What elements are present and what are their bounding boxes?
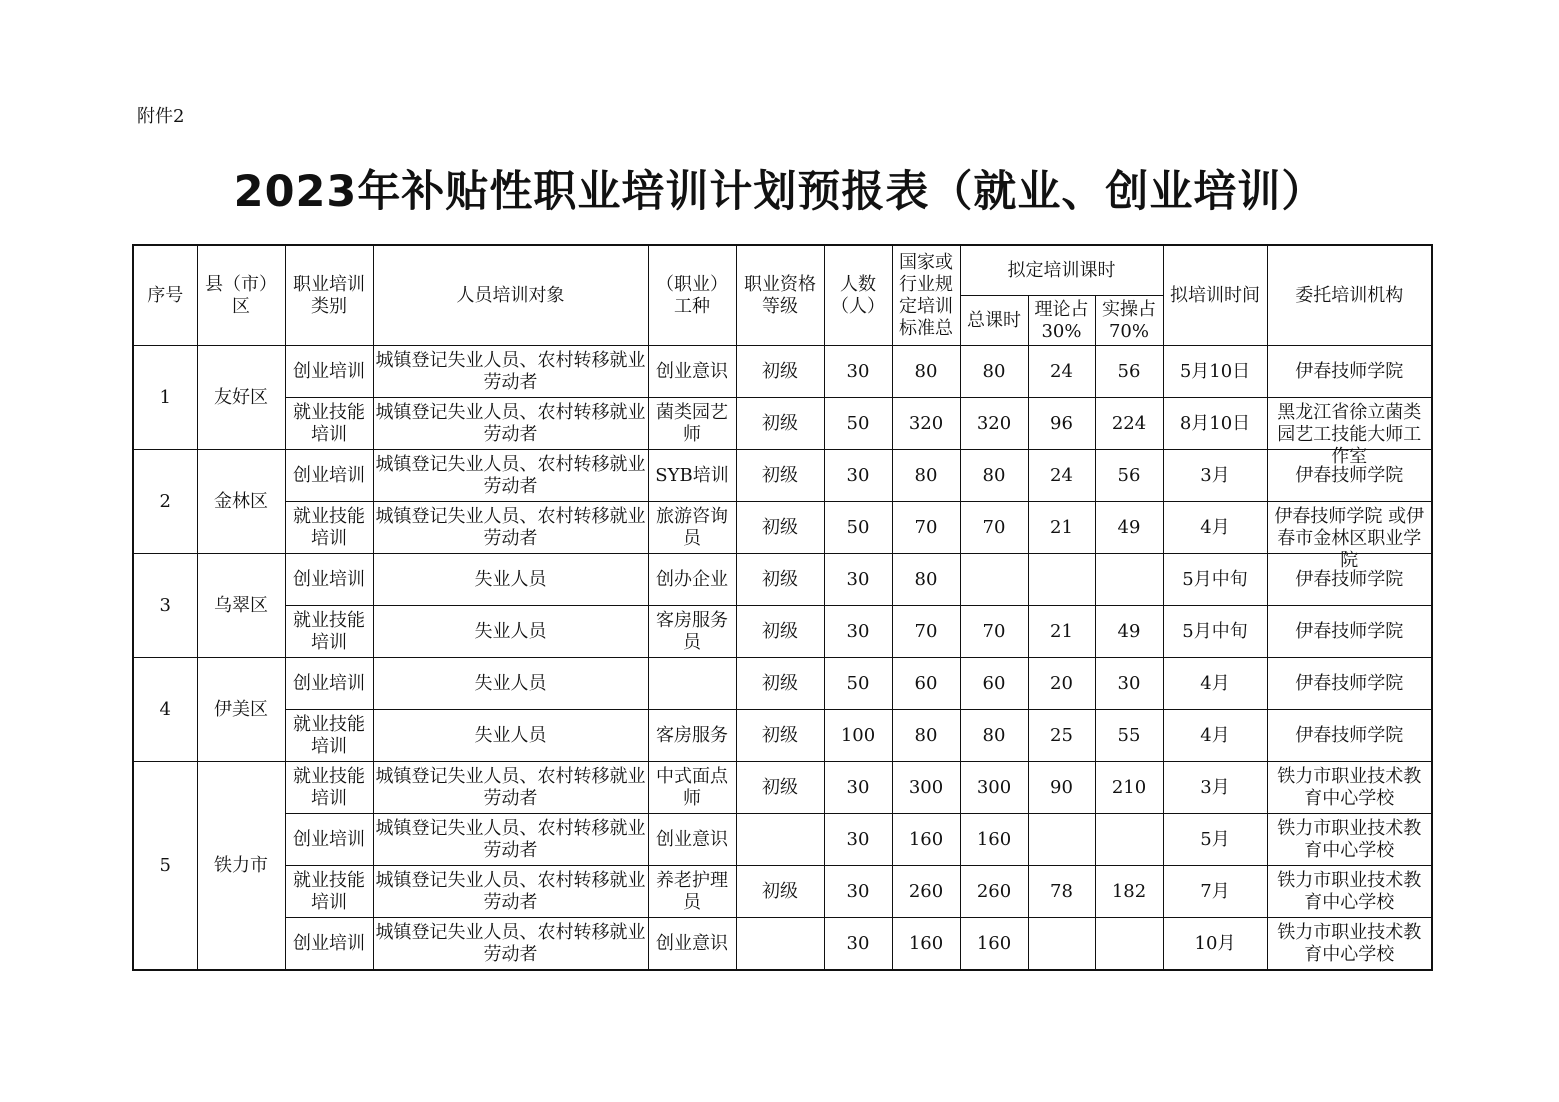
- header-target: 人员培训对象: [373, 245, 648, 346]
- category-cell-text: 就业技能培训: [293, 505, 365, 549]
- time-cell-text: 8月10日: [1179, 412, 1251, 434]
- practice-cell: [1095, 918, 1163, 971]
- institution-cell-text: 铁力市职业技术教育中心学校: [1277, 921, 1422, 965]
- target-cell-text: 城镇登记失业人员、农村转移就业劳动者: [375, 349, 646, 393]
- occupation-cell: [648, 346, 736, 398]
- target-cell-text: 城镇登记失业人员、农村转移就业劳动者: [375, 765, 646, 809]
- practice-cell: [1095, 346, 1163, 398]
- target-cell-text: 城镇登记失业人员、农村转移就业劳动者: [375, 505, 646, 549]
- header-people: 人数（人）: [824, 245, 892, 346]
- target-cell: [373, 606, 648, 658]
- table-row: [133, 710, 1432, 762]
- occupation-cell: [648, 502, 736, 554]
- target-cell: [373, 346, 648, 398]
- institution-cell-text: 伊春技师学院: [1295, 672, 1404, 694]
- time-cell-text: 5月: [1200, 828, 1230, 850]
- level-cell: [736, 814, 824, 866]
- practice-cell-text: 224: [1111, 412, 1147, 434]
- theory-cell-text: 21: [1050, 516, 1073, 538]
- target-cell-text: 城镇登记失业人员、农村转移就业劳动者: [375, 817, 646, 861]
- practice-cell: [1095, 450, 1163, 502]
- level-cell-text: 初级: [762, 776, 798, 798]
- standard-cell: [892, 554, 960, 606]
- total-hours-cell-text: 70: [982, 516, 1006, 538]
- occupation-cell: [648, 918, 736, 971]
- target-cell: [373, 450, 648, 502]
- total-hours-cell: [960, 502, 1028, 554]
- institution-cell-text: 伊春技师学院 或伊春市金林区职业学院: [1274, 505, 1425, 571]
- institution-cell-text: 铁力市职业技术教育中心学校: [1277, 869, 1422, 913]
- header-planned-hours: 拟定培训课时: [960, 245, 1163, 296]
- level-cell: [736, 762, 824, 814]
- standard-cell-text: 80: [914, 360, 938, 382]
- standard-cell: [892, 866, 960, 918]
- occupation-cell-text: 客房服务: [656, 724, 728, 746]
- institution-cell-text: 铁力市职业技术教育中心学校: [1277, 765, 1422, 809]
- practice-cell: [1095, 554, 1163, 606]
- level-cell: [736, 710, 824, 762]
- county-cell: 金林区: [197, 450, 285, 554]
- target-cell: [373, 814, 648, 866]
- level-cell-text: 初级: [762, 620, 798, 642]
- time-cell: [1163, 450, 1267, 502]
- theory-cell: [1028, 502, 1095, 554]
- theory-cell: [1028, 762, 1095, 814]
- total-hours-cell-text: 160: [976, 828, 1012, 850]
- category-cell-text: 创业培训: [293, 672, 365, 694]
- practice-cell: [1095, 762, 1163, 814]
- time-cell-text: 4月: [1200, 672, 1230, 694]
- theory-cell: [1028, 606, 1095, 658]
- practice-cell: [1095, 398, 1163, 450]
- seq-cell: 1: [133, 346, 197, 450]
- total-hours-cell-text: 70: [982, 620, 1006, 642]
- seq-cell: 5: [133, 762, 197, 971]
- category-cell: [285, 346, 373, 398]
- table-row: [133, 398, 1432, 450]
- occupation-cell: [648, 814, 736, 866]
- category-cell-text: 就业技能培训: [293, 713, 365, 757]
- people-cell-text: 30: [846, 568, 870, 590]
- institution-cell: [1267, 658, 1432, 710]
- occupation-cell: [648, 554, 736, 606]
- people-cell-text: 50: [846, 412, 870, 434]
- target-cell: [373, 918, 648, 971]
- time-cell: [1163, 866, 1267, 918]
- institution-cell: [1267, 398, 1432, 467]
- standard-cell-text: 260: [908, 880, 944, 902]
- level-cell-text: 初级: [762, 568, 798, 590]
- level-cell-text: 初级: [762, 360, 798, 382]
- category-cell-text: 创业培训: [293, 828, 365, 850]
- occupation-cell: [648, 710, 736, 762]
- institution-cell-text: 伊春技师学院: [1295, 620, 1404, 642]
- time-cell: [1163, 762, 1267, 814]
- total-hours-cell-text: 260: [976, 880, 1012, 902]
- total-hours-cell: [960, 918, 1028, 971]
- total-hours-cell: [960, 398, 1028, 450]
- level-cell: [736, 606, 824, 658]
- header-county: 县（市）区: [197, 245, 285, 346]
- time-cell: [1163, 918, 1267, 971]
- time-cell: [1163, 658, 1267, 710]
- category-cell-text: 创业培训: [293, 464, 365, 486]
- institution-cell-text: 黑龙江省徐立菌类园艺工技能大师工作室: [1277, 401, 1422, 467]
- category-cell: [285, 450, 373, 502]
- category-cell: [285, 762, 373, 814]
- level-cell: [736, 450, 824, 502]
- category-cell: [285, 554, 373, 606]
- header-occupation: （职业）工种: [648, 245, 736, 346]
- practice-cell-text: 49: [1117, 516, 1141, 538]
- category-cell-text: 创业培训: [293, 568, 365, 590]
- seq-cell: 4: [133, 658, 197, 762]
- seq-cell: 3: [133, 554, 197, 658]
- level-cell-text: 初级: [762, 880, 798, 902]
- occupation-cell: [648, 606, 736, 658]
- people-cell: [824, 762, 892, 814]
- time-cell-text: 4月: [1200, 516, 1230, 538]
- time-cell-text: 3月: [1200, 776, 1230, 798]
- total-hours-cell: [960, 814, 1028, 866]
- theory-cell: [1028, 450, 1095, 502]
- table-row: [133, 918, 1432, 971]
- time-cell-text: 5月中旬: [1182, 568, 1248, 590]
- header-category: 职业培训类别: [285, 245, 373, 346]
- occupation-cell: [648, 398, 736, 450]
- people-cell-text: 50: [846, 672, 870, 694]
- table-row: [133, 762, 1432, 814]
- institution-cell: [1267, 346, 1432, 398]
- standard-cell-text: 300: [908, 776, 944, 798]
- standard-cell: [892, 606, 960, 658]
- people-cell-text: 100: [840, 724, 876, 746]
- occupation-cell: [648, 866, 736, 918]
- theory-cell: [1028, 554, 1095, 606]
- table-row: [133, 450, 1432, 502]
- header-total-hours: 总课时: [960, 296, 1028, 346]
- total-hours-cell-text: 300: [976, 776, 1012, 798]
- total-hours-cell-text: 320: [976, 412, 1012, 434]
- header-time: 拟培训时间: [1163, 245, 1267, 346]
- level-cell-text: 初级: [762, 412, 798, 434]
- level-cell-text: 初级: [762, 516, 798, 538]
- county-cell: 乌翠区: [197, 554, 285, 658]
- occupation-cell: [648, 762, 736, 814]
- practice-cell: [1095, 502, 1163, 554]
- header-practice: 实操占70%: [1095, 296, 1163, 346]
- time-cell-text: 4月: [1200, 724, 1230, 746]
- table-row: [133, 554, 1432, 606]
- occupation-cell-text: SYB培训: [655, 464, 729, 486]
- header-seq: 序号: [133, 245, 197, 346]
- theory-cell-text: 24: [1050, 360, 1073, 382]
- table-row: [133, 346, 1432, 398]
- practice-cell-text: 56: [1117, 464, 1141, 486]
- people-cell: [824, 710, 892, 762]
- total-hours-cell: [960, 866, 1028, 918]
- practice-cell-text: 49: [1117, 620, 1141, 642]
- occupation-cell-text: 创办企业: [656, 568, 728, 590]
- category-cell: [285, 398, 373, 450]
- header-theory: 理论占30%: [1028, 296, 1095, 346]
- page-title: 2023年补贴性职业培训计划预报表（就业、创业培训）: [233, 167, 1326, 217]
- people-cell-text: 30: [846, 464, 870, 486]
- standard-cell: [892, 710, 960, 762]
- people-cell: [824, 450, 892, 502]
- institution-cell: [1267, 502, 1432, 571]
- time-cell-text: 5月中旬: [1182, 620, 1248, 642]
- time-cell: [1163, 606, 1267, 658]
- institution-cell: [1267, 710, 1432, 762]
- category-cell-text: 就业技能培训: [293, 609, 365, 653]
- header-institution: 委托培训机构: [1267, 245, 1432, 346]
- total-hours-cell: [960, 710, 1028, 762]
- occupation-cell-text: 创业意识: [656, 932, 728, 954]
- theory-cell-text: 96: [1050, 412, 1073, 434]
- level-cell: [736, 658, 824, 710]
- people-cell: [824, 866, 892, 918]
- institution-cell-text: 铁力市职业技术教育中心学校: [1277, 817, 1422, 861]
- theory-cell: [1028, 398, 1095, 450]
- target-cell: [373, 866, 648, 918]
- standard-cell-text: 70: [914, 620, 938, 642]
- training-plan-table: [132, 244, 1433, 971]
- practice-cell-text: 210: [1111, 776, 1147, 798]
- occupation-cell-text: 旅游咨询员: [656, 505, 728, 549]
- category-cell: [285, 658, 373, 710]
- total-hours-cell: [960, 346, 1028, 398]
- level-cell-text: 初级: [762, 464, 798, 486]
- table-row: [133, 502, 1432, 554]
- people-cell: [824, 502, 892, 554]
- total-hours-cell-text: 60: [982, 672, 1006, 694]
- theory-cell-text: 21: [1050, 620, 1073, 642]
- institution-cell-text: 伊春技师学院: [1295, 724, 1404, 746]
- level-cell-text: 初级: [762, 724, 798, 746]
- total-hours-cell-text: 160: [976, 932, 1012, 954]
- category-cell: [285, 866, 373, 918]
- target-cell: [373, 710, 648, 762]
- table-row: [133, 606, 1432, 658]
- practice-cell-text: 182: [1111, 880, 1147, 902]
- practice-cell: [1095, 814, 1163, 866]
- standard-cell: [892, 346, 960, 398]
- time-cell-text: 3月: [1200, 464, 1230, 486]
- target-cell-text: 失业人员: [474, 620, 547, 642]
- county-cell: 伊美区: [197, 658, 285, 762]
- standard-cell: [892, 502, 960, 554]
- theory-cell-text: 20: [1050, 672, 1073, 694]
- category-cell-text: 创业培训: [293, 932, 365, 954]
- occupation-cell: [648, 658, 736, 710]
- table-row: [133, 814, 1432, 866]
- time-cell-text: 7月: [1200, 880, 1230, 902]
- target-cell-text: 失业人员: [474, 724, 547, 746]
- standard-cell-text: 60: [914, 672, 938, 694]
- theory-cell-text: 24: [1050, 464, 1073, 486]
- level-cell: [736, 918, 824, 971]
- standard-cell: [892, 918, 960, 971]
- people-cell-text: 50: [846, 516, 870, 538]
- total-hours-cell: [960, 658, 1028, 710]
- standard-cell-text: 80: [914, 464, 938, 486]
- category-cell-text: 就业技能培训: [293, 401, 365, 445]
- total-hours-cell: [960, 606, 1028, 658]
- people-cell-text: 30: [846, 880, 870, 902]
- standard-cell-text: 80: [914, 724, 938, 746]
- target-cell-text: 失业人员: [474, 672, 547, 694]
- seq-cell: 2: [133, 450, 197, 554]
- theory-cell: [1028, 658, 1095, 710]
- theory-cell: [1028, 918, 1095, 971]
- county-cell: 友好区: [197, 346, 285, 450]
- standard-cell-text: 320: [908, 412, 944, 434]
- practice-cell-text: 30: [1117, 672, 1141, 694]
- time-cell: [1163, 710, 1267, 762]
- header-standard: 国家或行业规定培训标准总: [892, 245, 960, 346]
- institution-cell-text: 伊春技师学院: [1295, 568, 1404, 590]
- category-cell: [285, 606, 373, 658]
- people-cell: [824, 398, 892, 450]
- category-cell: [285, 502, 373, 554]
- institution-cell: [1267, 866, 1432, 918]
- target-cell: [373, 398, 648, 450]
- people-cell: [824, 346, 892, 398]
- header-row: [133, 245, 1432, 296]
- people-cell-text: 30: [846, 360, 870, 382]
- table-row: [133, 866, 1432, 918]
- level-cell: [736, 346, 824, 398]
- category-cell: [285, 814, 373, 866]
- category-cell: [285, 918, 373, 971]
- standard-cell: [892, 762, 960, 814]
- standard-cell: [892, 814, 960, 866]
- occupation-cell-text: 创业意识: [656, 828, 728, 850]
- time-cell-text: 10月: [1194, 932, 1236, 954]
- practice-cell: [1095, 710, 1163, 762]
- standard-cell-text: 70: [914, 516, 938, 538]
- people-cell: [824, 918, 892, 971]
- people-cell: [824, 658, 892, 710]
- institution-cell-text: 伊春技师学院: [1295, 360, 1404, 382]
- level-cell: [736, 554, 824, 606]
- institution-cell-text: 伊春技师学院: [1295, 464, 1404, 486]
- standard-cell-text: 160: [908, 828, 944, 850]
- theory-cell: [1028, 866, 1095, 918]
- total-hours-cell-text: 80: [982, 464, 1006, 486]
- people-cell-text: 30: [846, 828, 870, 850]
- level-cell-text: 初级: [762, 672, 798, 694]
- time-cell-text: 5月10日: [1179, 360, 1251, 382]
- level-cell: [736, 502, 824, 554]
- total-hours-cell-text: 80: [982, 724, 1006, 746]
- level-cell: [736, 866, 824, 918]
- target-cell: [373, 502, 648, 554]
- practice-cell-text: 55: [1117, 724, 1141, 746]
- standard-cell: [892, 658, 960, 710]
- people-cell-text: 30: [846, 776, 870, 798]
- people-cell-text: 30: [846, 620, 870, 642]
- occupation-cell-text: 养老护理员: [656, 869, 728, 913]
- time-cell: [1163, 398, 1267, 450]
- people-cell: [824, 554, 892, 606]
- total-hours-cell: [960, 762, 1028, 814]
- theory-cell: [1028, 814, 1095, 866]
- institution-cell: [1267, 762, 1432, 814]
- people-cell: [824, 814, 892, 866]
- theory-cell: [1028, 710, 1095, 762]
- target-cell-text: 城镇登记失业人员、农村转移就业劳动者: [375, 401, 646, 445]
- attachment-label: 附件2: [137, 106, 185, 127]
- theory-cell-text: 90: [1050, 776, 1073, 798]
- category-cell: [285, 710, 373, 762]
- time-cell: [1163, 502, 1267, 554]
- total-hours-cell: [960, 554, 1028, 606]
- standard-cell: [892, 450, 960, 502]
- standard-cell-text: 80: [914, 568, 938, 590]
- standard-cell: [892, 398, 960, 450]
- occupation-cell: [648, 450, 736, 502]
- category-cell-text: 就业技能培训: [293, 869, 365, 913]
- target-cell-text: 城镇登记失业人员、农村转移就业劳动者: [375, 869, 646, 913]
- people-cell: [824, 606, 892, 658]
- theory-cell-text: 25: [1050, 724, 1073, 746]
- target-cell: [373, 554, 648, 606]
- theory-cell: [1028, 346, 1095, 398]
- target-cell-text: 城镇登记失业人员、农村转移就业劳动者: [375, 453, 646, 497]
- time-cell: [1163, 554, 1267, 606]
- table-row: [133, 658, 1432, 710]
- target-cell-text: 失业人员: [474, 568, 547, 590]
- occupation-cell-text: 中式面点师: [656, 765, 728, 809]
- time-cell: [1163, 346, 1267, 398]
- practice-cell: [1095, 658, 1163, 710]
- institution-cell: [1267, 918, 1432, 971]
- theory-cell-text: 78: [1050, 880, 1073, 902]
- occupation-cell-text: 菌类园艺师: [656, 401, 728, 445]
- total-hours-cell-text: 80: [982, 360, 1006, 382]
- category-cell-text: 就业技能培训: [293, 765, 365, 809]
- header-level: 职业资格等级: [736, 245, 824, 346]
- standard-cell-text: 160: [908, 932, 944, 954]
- institution-cell: [1267, 814, 1432, 866]
- target-cell: [373, 762, 648, 814]
- target-cell: [373, 658, 648, 710]
- practice-cell: [1095, 866, 1163, 918]
- institution-cell: [1267, 606, 1432, 658]
- total-hours-cell: [960, 450, 1028, 502]
- time-cell: [1163, 814, 1267, 866]
- category-cell-text: 创业培训: [293, 360, 365, 382]
- occupation-cell-text: 客房服务员: [656, 609, 728, 653]
- people-cell-text: 30: [846, 932, 870, 954]
- level-cell: [736, 398, 824, 450]
- target-cell-text: 城镇登记失业人员、农村转移就业劳动者: [375, 921, 646, 965]
- practice-cell-text: 56: [1117, 360, 1141, 382]
- practice-cell: [1095, 606, 1163, 658]
- occupation-cell-text: 创业意识: [656, 360, 728, 382]
- county-cell: 铁力市: [197, 762, 285, 971]
